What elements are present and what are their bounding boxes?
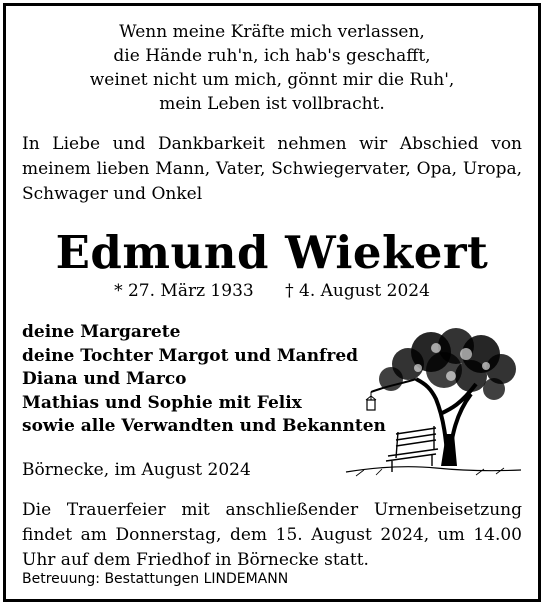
poem-line: mein Leben ist vollbracht. [159, 94, 385, 114]
mourner-line: deine Tochter Margot und Manfred [22, 345, 359, 366]
mourner-line: Mathias und Sophie mit Felix [22, 392, 302, 413]
tree-with-bench-icon [336, 324, 526, 482]
mourner-line: Diana und Marco [22, 369, 187, 389]
funeral-home: Betreuung: Bestattungen LINDEMANN [22, 571, 289, 587]
life-dates [6, 281, 538, 301]
birth-date: * 27. März 1933 [114, 281, 254, 301]
poem-line: die Hände ruh'n, ich hab's geschafft, [113, 46, 431, 66]
ceremony-text: Die Trauerfeier mit anschließender Urnenbeisetzung findet am Donnerstag, dem 15. August 2024, um 14.00 Uhr auf dem Friedhof in Börnecke statt. [22, 500, 522, 570]
mourners-list [22, 321, 386, 439]
place-date: Börnecke, im August 2024 [22, 460, 251, 480]
death-date: † 4. August 2024 [285, 281, 430, 301]
mourner-line: sowie alle Verwandten und Bekannten [22, 416, 386, 436]
obituary-notice [3, 3, 541, 602]
poem-line: Wenn meine Kräfte mich verlassen, [119, 22, 425, 42]
poem [6, 20, 538, 116]
intro-text: In Liebe und Dankbarkeit nehmen wir Abschied von meinem lieben Mann, Vater, Schwiegervater, Opa, Uropa, Schwager und Onkel [22, 134, 522, 204]
poem-line: weinet nicht um mich, gönnt mir die Ruh', [89, 70, 455, 90]
deceased-name: Edmund Wiekert [55, 226, 489, 279]
mourner-line: deine Margarete [22, 322, 181, 342]
